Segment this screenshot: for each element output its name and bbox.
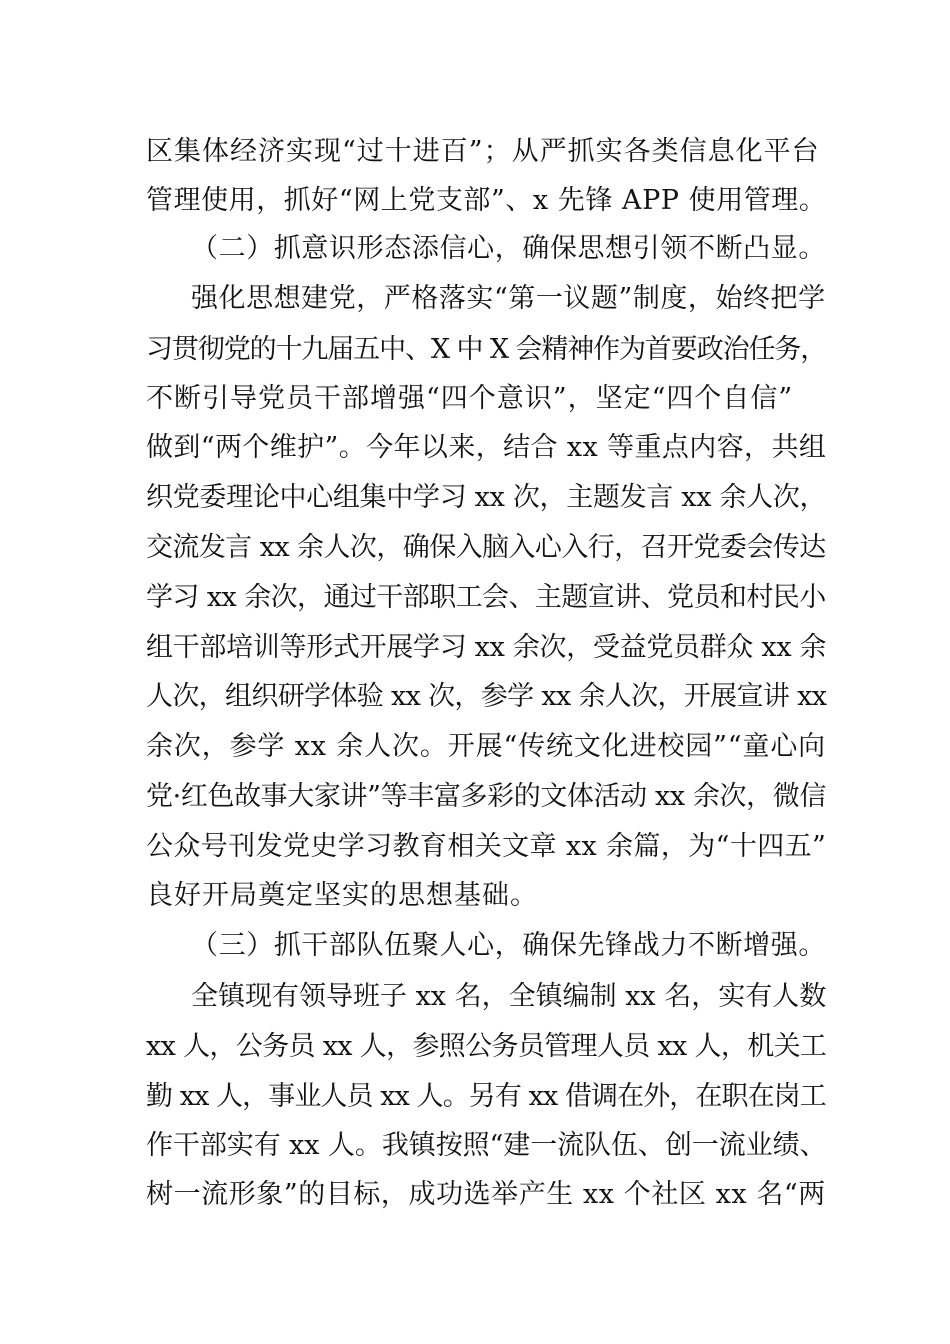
text-line: 公众号刊发党史学习教育相关文章 xx 余篇，为“十四五” bbox=[146, 831, 827, 862]
text-line: 织党委理论中心组集中学习 xx 次，主题发言 xx 余人次， bbox=[146, 482, 827, 513]
text-line: 交流发言 xx 余人次，确保入脑入心入行，召开党委会传达 bbox=[146, 532, 826, 563]
text-line: 勤 xx 人，事业人员 xx 人。另有 xx 借调在外，在职在岗工 bbox=[146, 1081, 826, 1112]
text-line: 强化思想建党，严格落实“第一议题”制度，始终把学 bbox=[191, 283, 826, 314]
section-heading: （三）抓干部队伍聚人心，确保先锋战力不断增强。 bbox=[191, 930, 826, 961]
text-line: 区集体经济实现“过十进百”；从严抓实各类信息化平台 bbox=[146, 136, 820, 167]
text-line: xx 人，公务员 xx 人，参照公务员管理人员 xx 人，机关工 bbox=[146, 1031, 827, 1062]
text-line: 学习 xx 余次，通过干部职工会、主题宣讲、党员和村民小 bbox=[146, 582, 826, 613]
text-line: 树一流形象”的目标，成功选举产生 xx 个社区 xx 名“两 bbox=[146, 1179, 826, 1210]
text-line: 良好开局奠定坚实的思想基础。 bbox=[146, 880, 538, 911]
text-line: 管理使用，抓好“网上党支部”、x 先锋 APP 使用管理。 bbox=[146, 185, 827, 216]
text-line: 余次，参学 xx 余人次。开展“传统文化进校园”“童心向 bbox=[146, 731, 827, 762]
text-line: 组干部培训等形式开展学习 xx 余次，受益党员群众 xx 余 bbox=[146, 632, 827, 663]
text-line: 作干部实有 xx 人。我镇按照“建一流队伍、创一流业绩、 bbox=[146, 1130, 827, 1161]
section-heading: （二）抓意识形态添信心，确保思想引领不断凸显。 bbox=[191, 233, 826, 264]
text-line: 党·红色故事大家讲”等丰富多彩的文体活动 xx 余次，微信 bbox=[146, 781, 827, 812]
text-line: 人次，组织研学体验 xx 次，参学 xx 余人次，开展宣讲 xx bbox=[146, 681, 827, 712]
text-line: 做到“两个维护”。今年以来，结合 xx 等重点内容，共组 bbox=[146, 432, 827, 463]
text-line: 习贯彻党的十九届五中、X 中 X 会精神作为首要政治任务， bbox=[146, 334, 827, 365]
text-line: 全镇现有领导班子 xx 名，全镇编制 xx 名，实有人数 bbox=[191, 981, 827, 1012]
text-line: 不断引导党员干部增强“四个意识”，坚定“四个自信” bbox=[146, 383, 794, 414]
